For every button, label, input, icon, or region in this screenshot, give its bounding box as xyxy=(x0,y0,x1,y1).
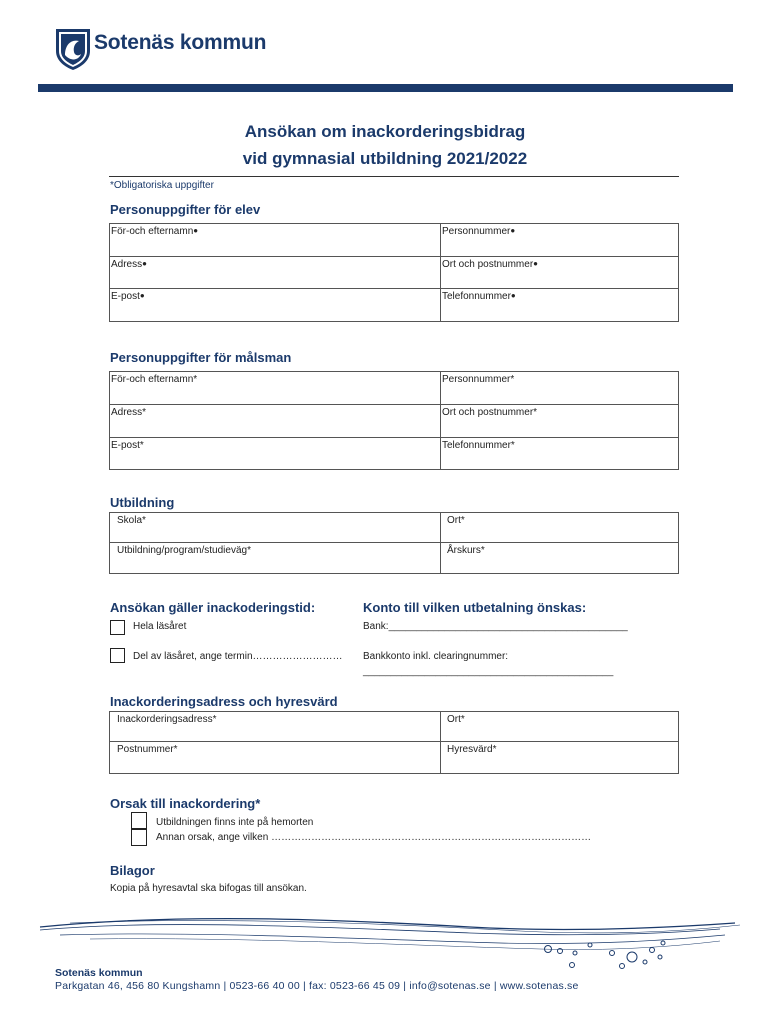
footer-address: Parkgatan 46, 456 80 Kungshamn | 0523-66 40 00 | fax: 0523-66 45 09 | info@sotenas.se | www.sotenas.se xyxy=(55,980,579,992)
required-note: *Obligatoriska uppgifter xyxy=(110,180,214,191)
account-heading: Konto till vilken utbetalning önskas: xyxy=(363,600,587,615)
education-heading: Utbildning xyxy=(110,495,175,510)
guardian-phone-field[interactable]: Telefonnummer* xyxy=(441,438,679,470)
clearing-field[interactable]: _____________________________________________ xyxy=(363,666,614,677)
student-phone-field[interactable]: Telefonnummer● xyxy=(441,289,679,322)
footer-name: Sotenäs kommun xyxy=(55,967,143,979)
full-year-label: Hela läsåret xyxy=(133,621,187,632)
guardian-email-field[interactable]: E-post* xyxy=(110,438,441,470)
reason-heading: Orsak till inackordering* xyxy=(110,796,261,811)
lodging-address-field[interactable]: Inackorderingsadress* xyxy=(110,712,441,742)
wave-decoration xyxy=(0,905,770,975)
student-name-field[interactable]: För-och efternamn● xyxy=(110,224,441,257)
guardian-table xyxy=(109,371,679,470)
lodging-postal-field[interactable]: Postnummer* xyxy=(110,742,441,774)
guardian-city-field[interactable]: Ort och postnummer* xyxy=(441,405,679,438)
partial-year-checkbox[interactable] xyxy=(110,648,125,663)
reason-no-local-label: Utbildningen finns inte på hemorten xyxy=(156,817,314,828)
partial-year-label: Del av läsåret, ange termin……………………… xyxy=(133,651,343,662)
education-table xyxy=(109,512,679,574)
student-personnr-field[interactable]: Personnummer● xyxy=(441,224,679,257)
full-year-checkbox[interactable] xyxy=(110,620,125,635)
logo xyxy=(53,25,93,71)
lodging-place-field[interactable]: Ort* xyxy=(441,712,679,742)
lodging-heading: Inackorderingsadress och hyresvärd xyxy=(110,694,338,709)
reason-other-checkbox[interactable] xyxy=(131,829,147,846)
student-address-field[interactable]: Adress● xyxy=(110,257,441,289)
bank-field[interactable]: Bank:___________________________________________ xyxy=(363,621,628,632)
logo-text: Sotenäs kommun xyxy=(94,31,267,54)
page-title-line1: Ansökan om inackorderingsbidrag xyxy=(244,122,526,141)
school-place-field[interactable]: Ort* xyxy=(441,513,679,543)
attachments-heading: Bilagor xyxy=(110,863,155,878)
student-city-field[interactable]: Ort och postnummer● xyxy=(441,257,679,289)
reason-other-label: Annan orsak, ange vilken …………………………………………………………………………………… xyxy=(156,832,592,843)
student-heading: Personuppgifter för elev xyxy=(110,202,261,217)
reason-no-local-checkbox[interactable] xyxy=(131,812,147,829)
logo-shield-icon xyxy=(53,25,93,71)
guardian-address-field[interactable]: Adress* xyxy=(110,405,441,438)
attachments-text: Kopia på hyresavtal ska bifogas till ansökan. xyxy=(110,883,307,894)
student-table xyxy=(109,223,679,322)
program-field[interactable]: Utbildning/program/studieväg* xyxy=(110,543,441,574)
student-email-field[interactable]: E-post● xyxy=(110,289,441,322)
landlord-field[interactable]: Hyresvärd* xyxy=(441,742,679,774)
header-bar xyxy=(38,84,733,92)
page-title-line2: vid gymnasial utbildning 2021/2022 xyxy=(242,149,528,168)
clearing-label: Bankkonto inkl. clearingnummer: xyxy=(363,651,509,662)
guardian-heading: Personuppgifter för målsman xyxy=(110,350,292,365)
title-rule xyxy=(109,176,679,177)
lodging-table xyxy=(109,711,679,774)
school-field[interactable]: Skola* xyxy=(110,513,441,543)
period-heading: Ansökan gäller inackoderingstid: xyxy=(110,600,316,615)
guardian-name-field[interactable]: För-och efternamn* xyxy=(110,372,441,405)
grade-year-field[interactable]: Årskurs* xyxy=(441,543,679,574)
guardian-personnr-field[interactable]: Personnummer* xyxy=(441,372,679,405)
